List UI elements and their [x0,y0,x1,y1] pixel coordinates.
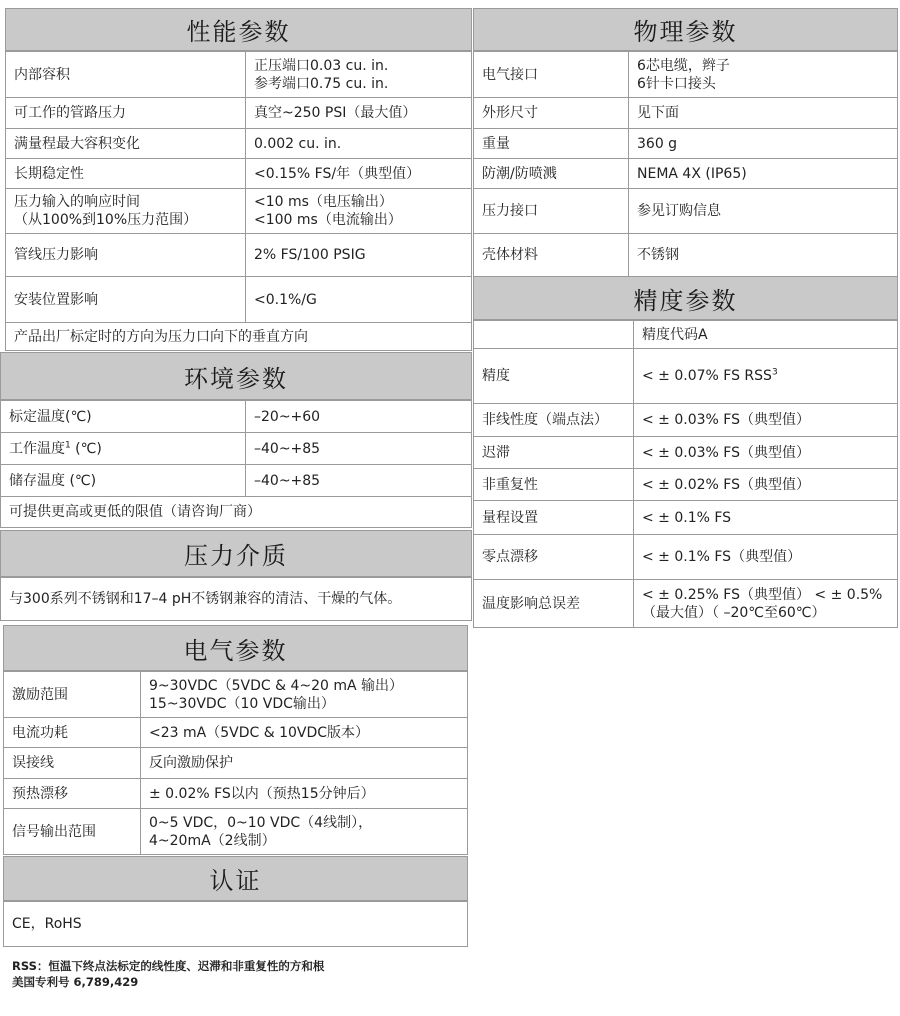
electrical-table [3,671,468,855]
row-value: 6芯电缆，辫子 6针卡口接头 [629,52,898,98]
row-label: 防潮/防喷溅 [474,159,629,189]
row-label: 内部容积 [6,52,246,98]
environment-header [0,352,472,400]
row-label: 迟滞 [474,437,634,469]
table-row [4,718,468,748]
media-header [0,530,472,577]
performance-title: 性能参数 [186,18,291,46]
footnotes [12,958,472,990]
row-value: –20~+60 [246,401,472,433]
table-row [474,234,898,277]
row-value: –40~+85 [246,465,472,497]
row-label: 压力接口 [474,189,629,234]
row-label: 壳体材料 [474,234,629,277]
table-row [6,159,472,189]
row-label: 安装位置影响 [6,277,246,323]
physical-section [473,8,898,277]
row-value: < ± 0.03% FS（典型值） [634,437,898,469]
electrical-header [3,625,468,671]
table-row [474,580,898,628]
certification-title: 认证 [209,867,262,895]
row-label: 非重复性 [474,469,634,501]
table-row [474,321,898,349]
table-row [474,159,898,189]
table-row [4,672,468,718]
accuracy-section [473,276,898,628]
row-value: 见下面 [629,98,898,129]
row-label: 误接线 [4,748,141,779]
table-row [4,779,468,809]
row-value: < ± 0.1% FS [634,501,898,535]
media-table [0,577,472,621]
table-row [4,902,468,947]
row-value: –40~+85 [246,433,472,465]
table-row [6,277,472,323]
table-row [4,809,468,855]
table-row [6,323,472,351]
physical-title: 物理参数 [633,18,738,46]
table-row [1,578,472,621]
performance-footer: 产品出厂标定时的方向为压力口向下的垂直方向 [6,323,472,351]
physical-table [473,51,898,277]
accuracy-table [473,320,898,628]
table-row [474,469,898,501]
environment-title: 环境参数 [184,364,288,393]
row-label: 精度 [474,349,634,404]
performance-header [5,8,472,51]
environment-footer: 可提供更高或更低的限值（请咨询厂商） [1,497,472,528]
row-label: 储存温度 (℃) [1,465,246,497]
table-row [474,501,898,535]
row-value: ± 0.02% FS以内（预热15分钟后） [141,779,468,809]
table-row [6,98,472,129]
row-label: 标定温度(℃) [1,401,246,433]
table-row [474,535,898,580]
table-row [6,129,472,159]
table-row [474,98,898,129]
table-row [6,189,472,234]
row-value: NEMA 4X (IP65) [629,159,898,189]
row-value: 0~5 VDC，0~10 VDC（4线制）， 4~20mA（2线制） [141,809,468,855]
table-row [474,404,898,437]
row-value: 不锈钢 [629,234,898,277]
certification-text: CE，RoHS [4,902,468,947]
row-value: 0.002 cu. in. [246,129,472,159]
row-value: 360 g [629,129,898,159]
accuracy-code: 精度代码A [634,321,898,349]
environment-section [0,352,472,528]
row-label: 信号输出范围 [4,809,141,855]
row-label: 重量 [474,129,629,159]
row-label: 工作温度$^1$ (℃) [1,433,246,465]
row-label: 电流功耗 [4,718,141,748]
row-label: 可工作的管路压力 [6,98,246,129]
row-label: 外形尺寸 [474,98,629,129]
row-label: 电气接口 [474,52,629,98]
row-value: < ± 0.02% FS（典型值） [634,469,898,501]
environment-table [0,400,472,528]
table-row [1,433,472,465]
media-title: 压力介质 [184,542,288,570]
row-label: 零点漂移 [474,535,634,580]
row-label: 量程设置 [474,501,634,535]
row-label-empty [474,321,634,349]
row-value: <23 mA（5VDC & 10VDC版本） [141,718,468,748]
performance-section [5,8,472,351]
row-value: < ± 0.1% FS（典型值） [634,535,898,580]
row-value: < ± 0.25% FS（典型值） < ± 0.5% （最大值）（ –20℃至60℃） [634,580,898,628]
row-label: 管线压力影响 [6,234,246,277]
media-section [0,530,472,621]
table-row [6,52,472,98]
performance-table [5,51,472,351]
physical-header [473,8,898,51]
row-value: 参见订购信息 [629,189,898,234]
footnote-rss: RSS：恒温下终点法标定的线性度、迟滞和非重复性的方和根 [12,959,325,973]
row-label: 满量程最大容积变化 [6,129,246,159]
certification-section [3,856,468,947]
table-row [1,497,472,528]
row-value: 9~30VDC（5VDC & 4~20 mA 输出） 15~30VDC（10 VDC输出） [141,672,468,718]
table-row [474,129,898,159]
table-row [6,234,472,277]
certification-header [3,856,468,901]
table-row [4,748,468,779]
table-row [474,437,898,469]
table-row [1,401,472,433]
certification-table [3,901,468,947]
accuracy-header [473,276,898,320]
row-label: 激励范围 [4,672,141,718]
accuracy-title: 精度参数 [633,286,738,315]
table-row [474,189,898,234]
row-value: 反向激励保护 [141,748,468,779]
row-label: 预热漂移 [4,779,141,809]
row-value: < ± 0.03% FS（典型值） [634,404,898,437]
electrical-title: 电气参数 [183,636,288,665]
row-value: <0.15% FS/年（典型值） [246,159,472,189]
electrical-section [3,625,468,855]
row-label: 非线性度（端点法） [474,404,634,437]
table-row [1,465,472,497]
row-value: 2% FS/100 PSIG [246,234,472,277]
table-row [474,52,898,98]
row-label: 温度影响总误差 [474,580,634,628]
row-value: 真空~250 PSI（最大值） [246,98,472,129]
row-value: <0.1%/G [246,277,472,323]
media-text: 与300系列不锈钢和17–4 pH不锈钢兼容的清洁、干燥的气体。 [1,578,472,621]
row-value: < ± 0.07% FS RSS$^3$ [634,349,898,404]
row-label: 压力输入的响应时间 （从100%到10%压力范围） [6,189,246,234]
row-value: 正压端口0.03 cu. in. 参考端口0.75 cu. in. [246,52,472,98]
table-row [474,349,898,404]
row-label: 长期稳定性 [6,159,246,189]
row-value: <10 ms（电压输出） <100 ms（电流输出） [246,189,472,234]
footnote-patent: 美国专利号 6,789,429 [12,975,139,989]
